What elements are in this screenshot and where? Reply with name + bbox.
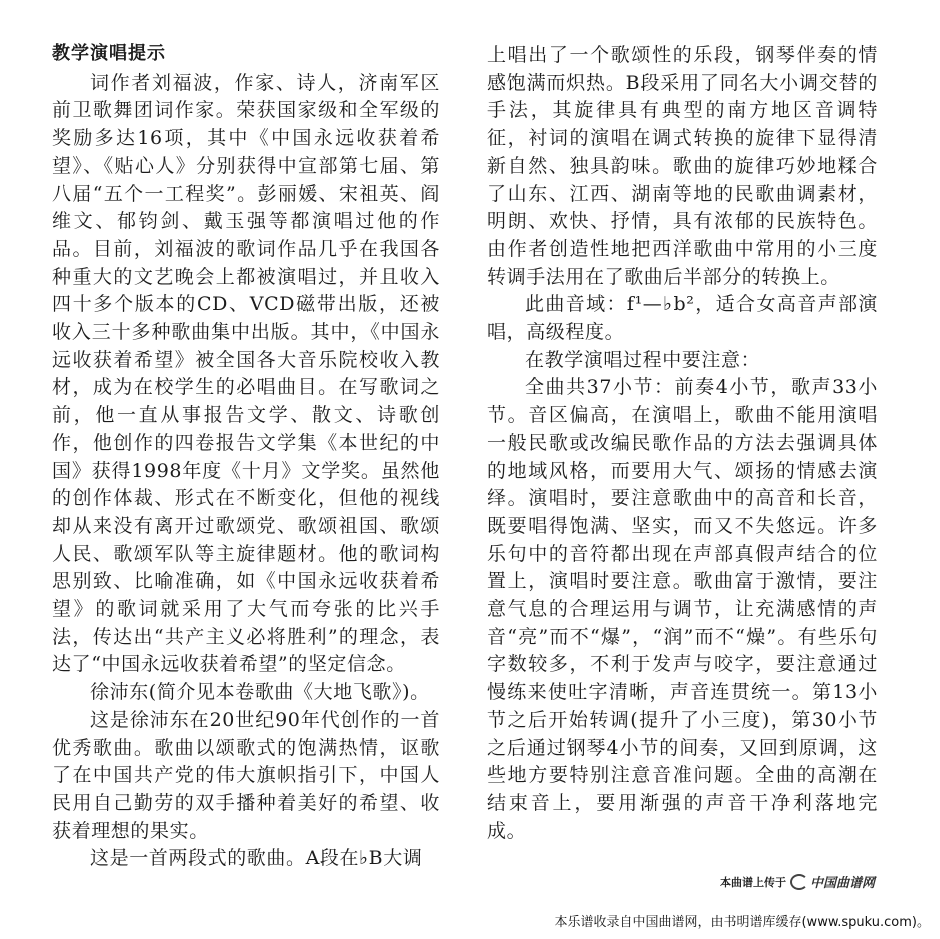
footer-note: 本乐谱收录自中国曲谱网，由书明谱库缓存(www.spuku.com)。 [554, 915, 930, 930]
upload-note [720, 872, 875, 891]
teaching-notes-paragraph: 全曲共37小节：前奏4小节，歌声33小节。音区偏高，在演唱上，歌曲不能用演唱一般民歌或改编民歌作品的方法去强调具体的地域风格，而要用大气、颂扬的情感去演绎。演唱时，要注意歌曲中的高音和长音，既要唱得饱满、坚实，而又不失悠远。许多乐句中的音符都出现在声部真假声结合的位置上，演唱时要注意。歌曲富于激情，要注意气息的合理运用与调节，让充满感情的声音“亮”而不“爆”，“润”而不“燥”。有些乐句字数较多，不利于发声与咬字，要注意通过慢练来使吐字清晰，声音连贯统一。第13小节之后开始转调(提升了小三度)，第30小节之后通过钢琴4小节的间奏，又回到原调，这些地方要特别注意音准问题。全曲的高潮在结束音上，要用渐强的声音干净利落地完成。 [487, 376, 878, 842]
upload-note-text: 本曲谱上传于 [720, 875, 786, 889]
site-logo [790, 872, 875, 891]
structure-paragraph-start: 这是一首两段式的歌曲。A段在♭B大调 [90, 847, 423, 870]
composer-paragraph: 徐沛东(简介见本卷歌曲《大地飞歌》)。 [90, 681, 430, 704]
teaching-notes-intro: 在教学演唱过程中要注意： [525, 348, 761, 371]
song-intro-paragraph: 这是徐沛东在20世纪90年代创作的一首优秀歌曲。歌曲以颂歌式的饱满热情，讴歌了在中国共产党的伟大旗帜指引下，中国人民用自己勤劳的双手播种着美好的希望、收获着理想的果实。 [52, 708, 440, 842]
site-logo-text: 中国曲谱网 [810, 876, 876, 891]
vocal-range-paragraph: 此曲音域：f¹—♭b²，适合女高音声部演唱，高级程度。 [487, 293, 878, 344]
left-column [52, 40, 440, 873]
site-logo-icon [790, 874, 808, 890]
section-heading: 教学演唱提示 [52, 43, 166, 64]
lyricist-paragraph: 词作者刘福波，作家、诗人，济南军区前卫歌舞团词作家。荣获国家级和全军级的奖励多达16项，其中《中国永远收获着希望》、《贴心人》分别获得中宣部第七届、第八届“五个一工程奖”。彭丽媛、宋祖英、阎维文、郁钧剑、戴玉强等都演唱过他的作品。目前，刘福波的歌词作品几乎在我国各种重大的文艺晚会上都被演唱过，并且收入四十多个版本的CD、VCD磁带出版，还被收入三十多种歌曲集中出版。其中，《中国永远收获着希望》被全国各大音乐院校收入教材，成为在校学生的必唱曲目。在写歌词之前，他一直从事报告文学、散文、诗歌创作，他创作的四卷报告文学集《本世纪的中国》获得1998年度《十月》文学奖。虽然他的创作体裁、形式在不断变化，但他的视线却从来没有离开过歌颂党、歌颂祖国、歌颂人民、歌颂军队等主旋律题材。他的歌词构思别致、比喻准确，如《中国永远收获着希望》的歌词就采用了大气而夸张的比兴手法，传达出“共产主义必将胜利”的理念，表达了“中国永远收获着希望”的坚定信念。 [52, 71, 440, 676]
structure-paragraph-continued: 上唱出了一个歌颂性的乐段，钢琴伴奏的情感饱满而炽热。B段采用了同名大小调交替的手法，其旋律具有典型的南方地区音调特征，衬词的演唱在调式转换的旋律下显得清新自然、独具韵味。歌曲的旋律巧妙地糅合了山东、江西、湖南等地的民歌曲调素材，明朗、欢快、抒情，具有浓郁的民族特色。由作者创造性地把西洋歌曲中常用的小三度转调手法用在了歌曲后半部分的转换上。 [487, 44, 878, 288]
right-column [487, 42, 878, 845]
